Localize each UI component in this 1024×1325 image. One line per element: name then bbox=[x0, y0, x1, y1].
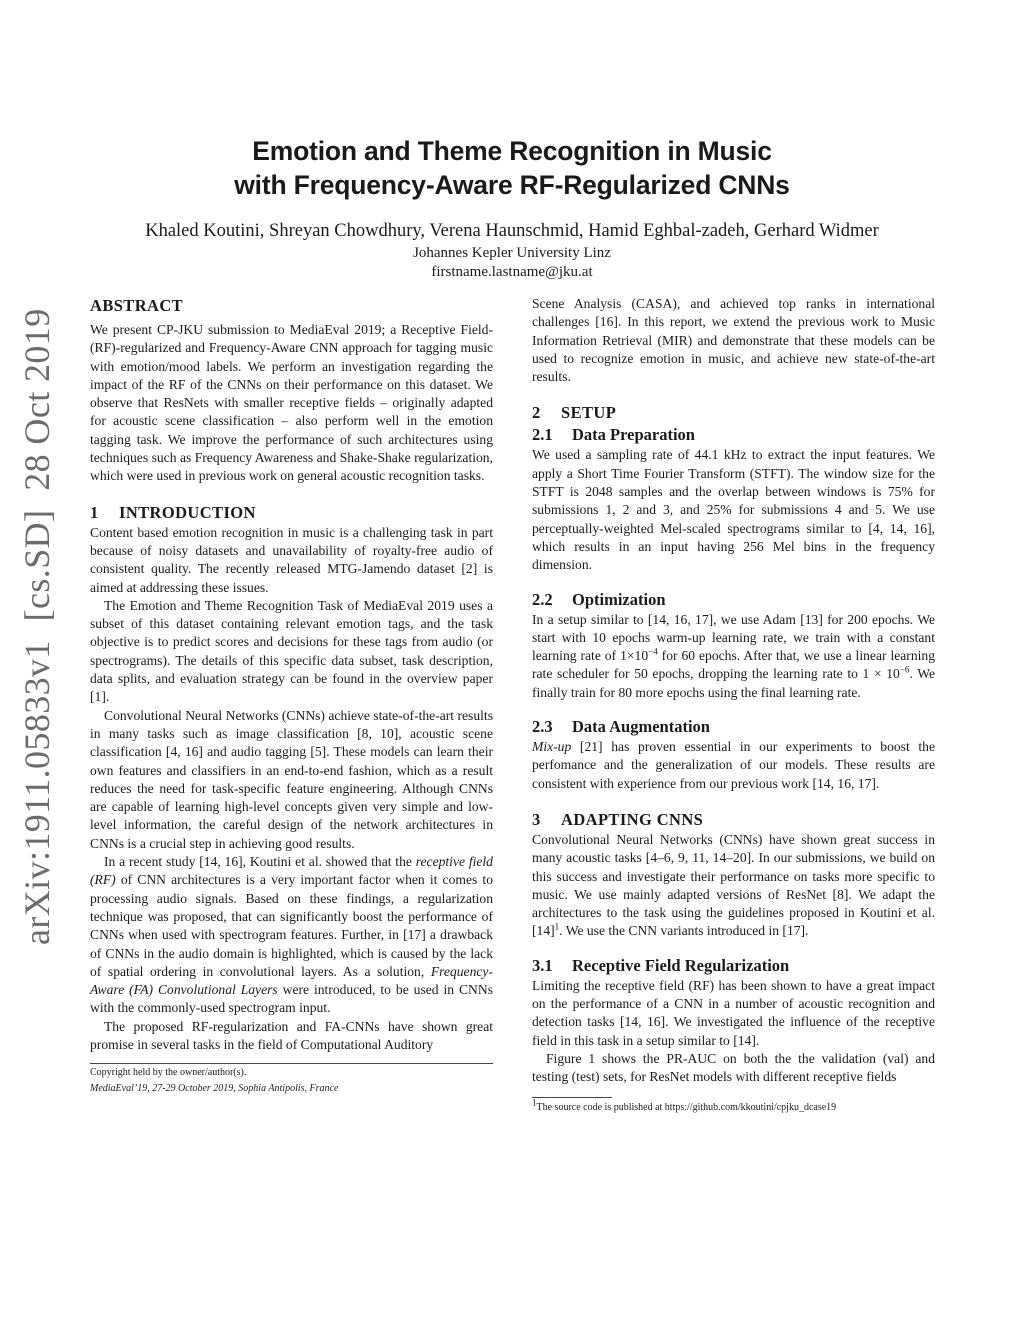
receptive-field-paragraph-2: Figure 1 shows the PR-AUC on both the the validation (val) and testing (test) sets, for ResNet models with different receptive fields bbox=[532, 1050, 935, 1085]
intro-paragraph-5: The proposed RF-regularization and FA-CNNs have shown great promise in several tasks in the field of Computational Auditory bbox=[90, 1018, 493, 1052]
text-run: of CNN architectures is a very important factor when it comes to processing audio signals. Based on these findings, a regularization technique was proposed, that can significantly boost the performance of CNNs when used with spectrogram features. Further, in [17] a drawback of CNNs in the audio domain is highlighted, which is caused by the lack of spatial ordering in convolutional layers. As a solution, bbox=[90, 872, 493, 979]
text-run: [21] has proven essential in our experiments to boost the perfomance and the generalization of our models. These results are consistent with experience from our previous work [14, 16, 17]. bbox=[532, 739, 935, 791]
setup-heading bbox=[532, 402, 935, 424]
venue-note: MediaEval’19, 27-29 October 2019, Sophia Antipolis, France bbox=[90, 1083, 339, 1095]
section-number: 2.3 bbox=[532, 717, 553, 737]
right-column bbox=[532, 295, 935, 1115]
receptive-field-paragraph-1: Limiting the receptive field (RF) has been shown to have a great impact on the performance of a CNN in a number of acoustic recognition and detection tasks [14, 16]. We investigated the influence of the receptive field in this task in a setup similar to [14]. bbox=[532, 977, 935, 1048]
text-run: . We finally train for 80 more epochs using the final learning rate. bbox=[532, 666, 935, 700]
copyright-note: Copyright held by the owner/author(s). bbox=[90, 1067, 247, 1079]
optimization-heading bbox=[532, 589, 935, 611]
abstract-text: We present CP-JKU submission to MediaEval 2019; a Receptive Field-(RF)-regularized and Frequency-Aware CNN approach for tagging music with emotion/mood labels. We perform an investigation regarding the impact of the RF of the CNNs on their performance on this dataset. We observe that ResNets with smaller receptive fields – originally adapted for acoustic scene classification – also perform well in the emotion tagging task. We improve the performance of such architectures using techniques such as Frequency Awareness and Shake-Shake regularization, which were used in previous work on general acoustic recognition tasks. bbox=[90, 322, 493, 484]
intro-paragraph-2: The Emotion and Theme Recognition Task of MediaEval 2019 uses a subset of this dataset containing relevant emotion tags, and the task objective is to predict scores and decisions for these tags from audio (or spectrograms). The details of this specific data subset, task description, data splits, and evaluation strategy can be found in the overview paper [1]. bbox=[90, 597, 493, 705]
author-email: firstname.lastname@jku.at bbox=[431, 264, 593, 280]
abstract-heading: ABSTRACT bbox=[90, 296, 184, 315]
intro-heading bbox=[90, 502, 493, 524]
data-preparation-heading bbox=[532, 424, 935, 446]
title-line-2: with Frequency-Aware RF-Regularized CNNs bbox=[234, 170, 790, 200]
footnote-marker: 1 bbox=[554, 921, 560, 932]
text-run: were introduced, to be used in CNNs with the commonly-used spectrogram input. bbox=[90, 982, 493, 1016]
exponent: −4 bbox=[648, 646, 658, 657]
footnote-text: The source code is published at https://github.com/kkoutini/cpjku_dcase19 bbox=[536, 1101, 837, 1113]
receptive-field-heading bbox=[532, 955, 935, 977]
optimization-text bbox=[532, 611, 935, 702]
title-line-1: Emotion and Theme Recognition in Music bbox=[252, 136, 772, 166]
section-title: ADAPTING CNNS bbox=[561, 809, 704, 829]
text-run: Convolutional Neural Networks (CNNs) have shown great success in many acoustic tasks [4–6, 9, 11, 14–20]. In our submissions, we build on this success and investigate their performance on tasks more specific to music. We use mainly adapted versions of ResNet [8]. We adapt the architectures to the task using the guidelines proposed in Koutini et al.[14] bbox=[532, 831, 935, 939]
section-title: Data Augmentation bbox=[572, 717, 710, 737]
data-augmentation-text bbox=[532, 738, 935, 793]
text-run: In a recent study [14, 16], Koutini et al. showed that the bbox=[104, 854, 416, 870]
adapting-cnns-text bbox=[532, 831, 935, 941]
intro-paragraph-1: Content based emotion recognition in music is a challenging task in part because of noisy datasets and unavailability of royalty-free audio of consistent quality. The recently released MTG-Jamendo dataset [2] is aimed at addressing these issues. bbox=[90, 524, 493, 595]
section-title: Receptive Field Regularization bbox=[572, 955, 790, 975]
exponent: −6 bbox=[899, 664, 910, 675]
footnote-source-code bbox=[532, 1097, 935, 1115]
paper-title bbox=[112, 134, 912, 202]
section-title: SETUP bbox=[561, 403, 617, 423]
intro-paragraph-4 bbox=[90, 853, 493, 1018]
arxiv-stamp: arXiv:1911.05833v1 [cs.SD] 28 Oct 2019 bbox=[17, 308, 57, 945]
data-preparation-text: We used a sampling rate of 44.1 kHz to extract the input features. We apply a Short Time Fourier Transform (STFT). The window size for the STFT is 2048 samples and the overlap between windows is 75% for submissions 1, 2 and 3, and 25% for submissions 4 and 5. We use perceptually-weighted Mel-scaled spectrograms similar to [4, 14, 16], which results in an input having 256 Mel bins in the frequency dimension. bbox=[532, 447, 935, 573]
adapting-cnns-heading bbox=[532, 809, 935, 831]
casa-continuation: Scene Analysis (CASA), and achieved top ranks in international challenges [16]. In this report, we extend the previous work to Music Information Retrieval (MIR) and demonstrate that these models can be used to recognize emotion in music, and achieve new state-of-the-art results. bbox=[532, 296, 935, 385]
footnote-divider bbox=[90, 1063, 493, 1064]
section-number: 3.1 bbox=[532, 955, 553, 975]
section-number: 2.1 bbox=[532, 425, 553, 445]
intro-paragraph-3: Convolutional Neural Networks (CNNs) achieve state-of-the-art results in many tasks such as image classification [8, 10], acoustic scene classification [4, 16] and audio tagging [5]. These models can learn their own features and classifiers in an end-to-end fashion, which as a result reduces the need for task-specific feature engineering. Although CNNs are capable of learning high-level concepts given very simple and low-level information, the careful design of the network architectures in CNNs is a crucial step in achieving good results. bbox=[90, 707, 493, 851]
section-title: Optimization bbox=[572, 589, 666, 609]
affiliation: Johannes Kepler University Linz bbox=[413, 245, 611, 261]
text-run: In a setup similar to [14, 16, 17], we use Adam [13] for 200 epochs. We start with 10 epochs warm-up learning rate, we train with a constant learning rate of 1×10 bbox=[532, 611, 935, 664]
data-augmentation-heading bbox=[532, 716, 935, 738]
text-run: for 60 epochs. After that, we use a linear learning rate scheduler for 50 epochs, dropping the learning rate to 1 × 10 bbox=[532, 648, 935, 682]
footnote-marker: 1 bbox=[532, 1097, 537, 1108]
footnote-divider bbox=[532, 1097, 612, 1098]
emphasis: receptive field (RF) bbox=[90, 854, 493, 888]
left-column bbox=[90, 295, 493, 1096]
section-number: 1 bbox=[90, 502, 99, 522]
emphasis: Frequency-Aware (FA) Convolutional Layers bbox=[90, 963, 493, 998]
section-title: INTRODUCTION bbox=[119, 502, 256, 522]
section-number: 2.2 bbox=[532, 589, 553, 609]
emphasis: Mix-up bbox=[532, 739, 572, 755]
section-title: Data Preparation bbox=[572, 425, 695, 445]
text-run: . We use the CNN variants introduced in [17]. bbox=[559, 923, 809, 939]
section-number: 3 bbox=[532, 809, 541, 829]
section-number: 2 bbox=[532, 403, 541, 423]
author-list: Khaled Koutini, Shreyan Chowdhury, Verena Haunschmid, Hamid Eghbal-zadeh, Gerhard Widmer bbox=[145, 221, 879, 241]
